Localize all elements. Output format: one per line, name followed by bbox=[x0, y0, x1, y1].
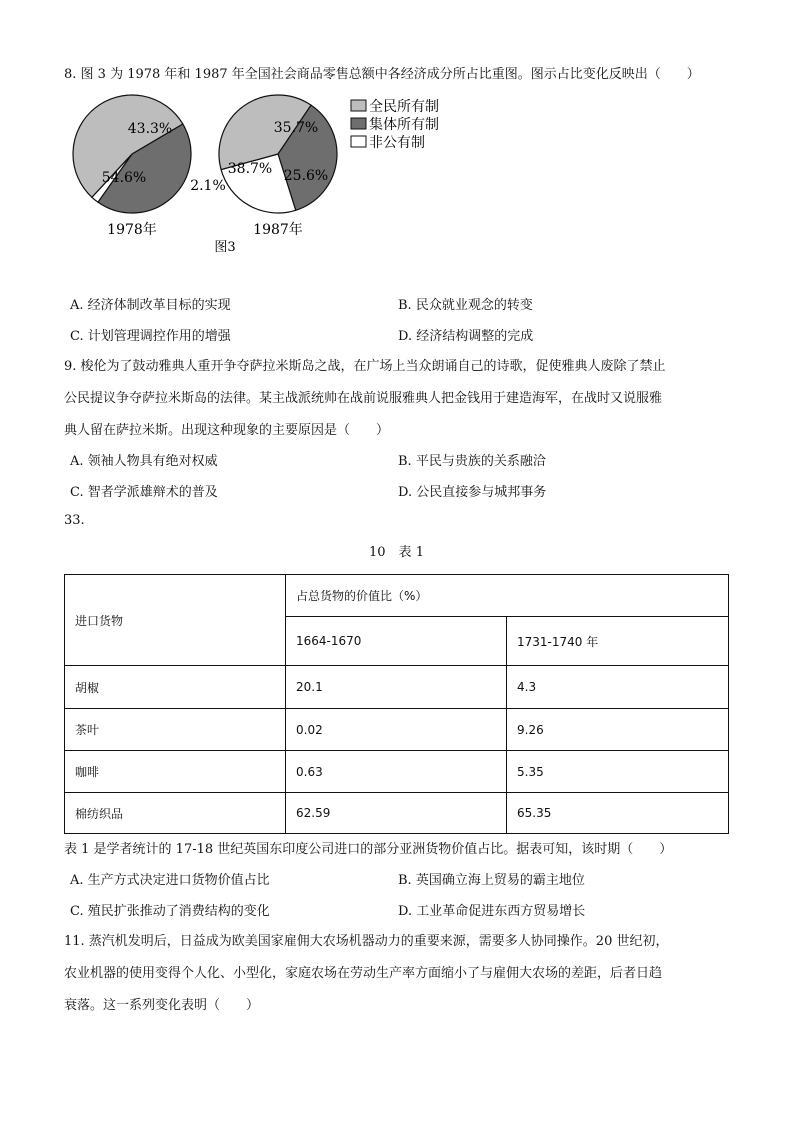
cell-value: 0.02 bbox=[286, 709, 507, 751]
legend-label-state: 全民所有制 bbox=[369, 99, 439, 115]
pie-1987年-value-label-private: 25.6% bbox=[283, 168, 329, 184]
q9-stem-line-1: 9. 梭伦为了鼓动雅典人重开争夺萨拉米斯岛之战，在广场上当众朗诵自己的诗歌，促使雅典人废除了禁止 bbox=[64, 359, 666, 374]
q9-stem-line-3: 典人留在萨拉米斯。出现这种现象的主要原因是（ ） bbox=[64, 423, 390, 438]
cell-value: 9.26 bbox=[507, 709, 729, 751]
q33-label: 33. bbox=[64, 513, 85, 528]
q9-option-d[interactable]: D. 公民直接参与城邦事务 bbox=[398, 485, 547, 500]
q9-stem-line-2: 公民提议争夺萨拉米斯岛的法律。某主战派统帅在战前说服雅典人把金钱用于建造海军，在战时又说服雅 bbox=[64, 391, 663, 406]
legend-swatch-private bbox=[351, 136, 366, 147]
pie-1987年-value-label-state: 38.7% bbox=[227, 161, 273, 177]
cell-value: 0.63 bbox=[286, 751, 507, 793]
chart-title: 图3 bbox=[214, 240, 236, 255]
cell-value: 65.35 bbox=[507, 793, 729, 834]
sub-header-period-1: 1664-1670 bbox=[286, 617, 507, 666]
cell-goods: 胡椒 bbox=[65, 666, 286, 709]
q9-option-c[interactable]: C. 智者学派雄辩术的普及 bbox=[70, 485, 218, 500]
q9-option-a[interactable]: A. 领袖人物具有绝对权威 bbox=[70, 454, 218, 469]
table-row bbox=[65, 793, 729, 834]
legend-label-collective: 集体所有制 bbox=[369, 117, 439, 133]
q11-stem-line-1: 11. 蒸汽机发明后，日益成为欧美国家雇佣大农场机器动力的重要来源，需要多人协同操作。20 世纪初， bbox=[64, 934, 669, 949]
pie-label-1978: 1978年 bbox=[107, 222, 157, 238]
pie-label-1987: 1987年 bbox=[253, 222, 303, 238]
q8-option-d[interactable]: D. 经济结构调整的完成 bbox=[398, 329, 534, 344]
sub-header-period-2: 1731-1740 年 bbox=[507, 617, 729, 666]
legend-swatch-collective bbox=[351, 118, 366, 129]
q8-stem: 8. 图 3 为 1978 年和 1987 年全国社会商品零售总额中各经济成分所占比重图。图示占比变化反映出（ ） bbox=[64, 67, 700, 82]
col-header-goods: 进口货物 bbox=[65, 575, 286, 666]
group-header-value-share: 占总货物的价值比（%） bbox=[286, 575, 729, 617]
cell-goods: 茶叶 bbox=[65, 709, 286, 751]
cell-value: 4.3 bbox=[507, 666, 729, 709]
q10-option-d[interactable]: D. 工业革命促进东西方贸易增长 bbox=[398, 904, 586, 919]
q10-option-b[interactable]: B. 英国确立海上贸易的霸主地位 bbox=[398, 873, 585, 888]
pie-1978年-value-label-collective: 43.3% bbox=[127, 121, 173, 137]
table-row bbox=[65, 709, 729, 751]
pie-1978年-value-label-private: 2.1% bbox=[190, 178, 226, 194]
legend-swatch-state bbox=[351, 100, 366, 111]
q10-option-a[interactable]: A. 生产方式决定进口货物价值占比 bbox=[70, 873, 270, 888]
pie-1978年-value-label-state: 54.6% bbox=[101, 170, 147, 186]
import-goods-table bbox=[64, 574, 729, 834]
pie-1987年-value-label-collective: 35.7% bbox=[273, 120, 319, 136]
q11-stem-line-3: 衰落。这一系列变化表明（ ） bbox=[64, 998, 260, 1013]
cell-value: 5.35 bbox=[507, 751, 729, 793]
cell-goods: 棉纺织品 bbox=[65, 793, 286, 834]
table-caption: 10 表 1 bbox=[369, 545, 424, 560]
q10-option-c[interactable]: C. 殖民扩张推动了消费结构的变化 bbox=[70, 904, 270, 919]
q8-option-a[interactable]: A. 经济体制改革目标的实现 bbox=[70, 298, 231, 313]
q8-option-b[interactable]: B. 民众就业观念的转变 bbox=[398, 298, 533, 313]
cell-value: 20.1 bbox=[286, 666, 507, 709]
cell-goods: 咖啡 bbox=[65, 751, 286, 793]
cell-value: 62.59 bbox=[286, 793, 507, 834]
pie-chart-figure bbox=[0, 85, 470, 270]
q11-stem-line-2: 农业机器的使用变得个人化、小型化，家庭农场在劳动生产率方面缩小了与雇佣大农场的差距，后者日趋 bbox=[64, 966, 663, 981]
table-row bbox=[65, 666, 729, 709]
table-row bbox=[65, 751, 729, 793]
legend-label-private: 非公有制 bbox=[369, 135, 425, 151]
q8-option-c[interactable]: C. 计划管理调控作用的增强 bbox=[70, 329, 231, 344]
q10-stem: 表 1 是学者统计的 17-18 世纪英国东印度公司进口的部分亚洲货物价值占比。据表可知，该时期（ ） bbox=[64, 842, 673, 857]
q9-option-b[interactable]: B. 平民与贵族的关系融洽 bbox=[398, 454, 546, 469]
